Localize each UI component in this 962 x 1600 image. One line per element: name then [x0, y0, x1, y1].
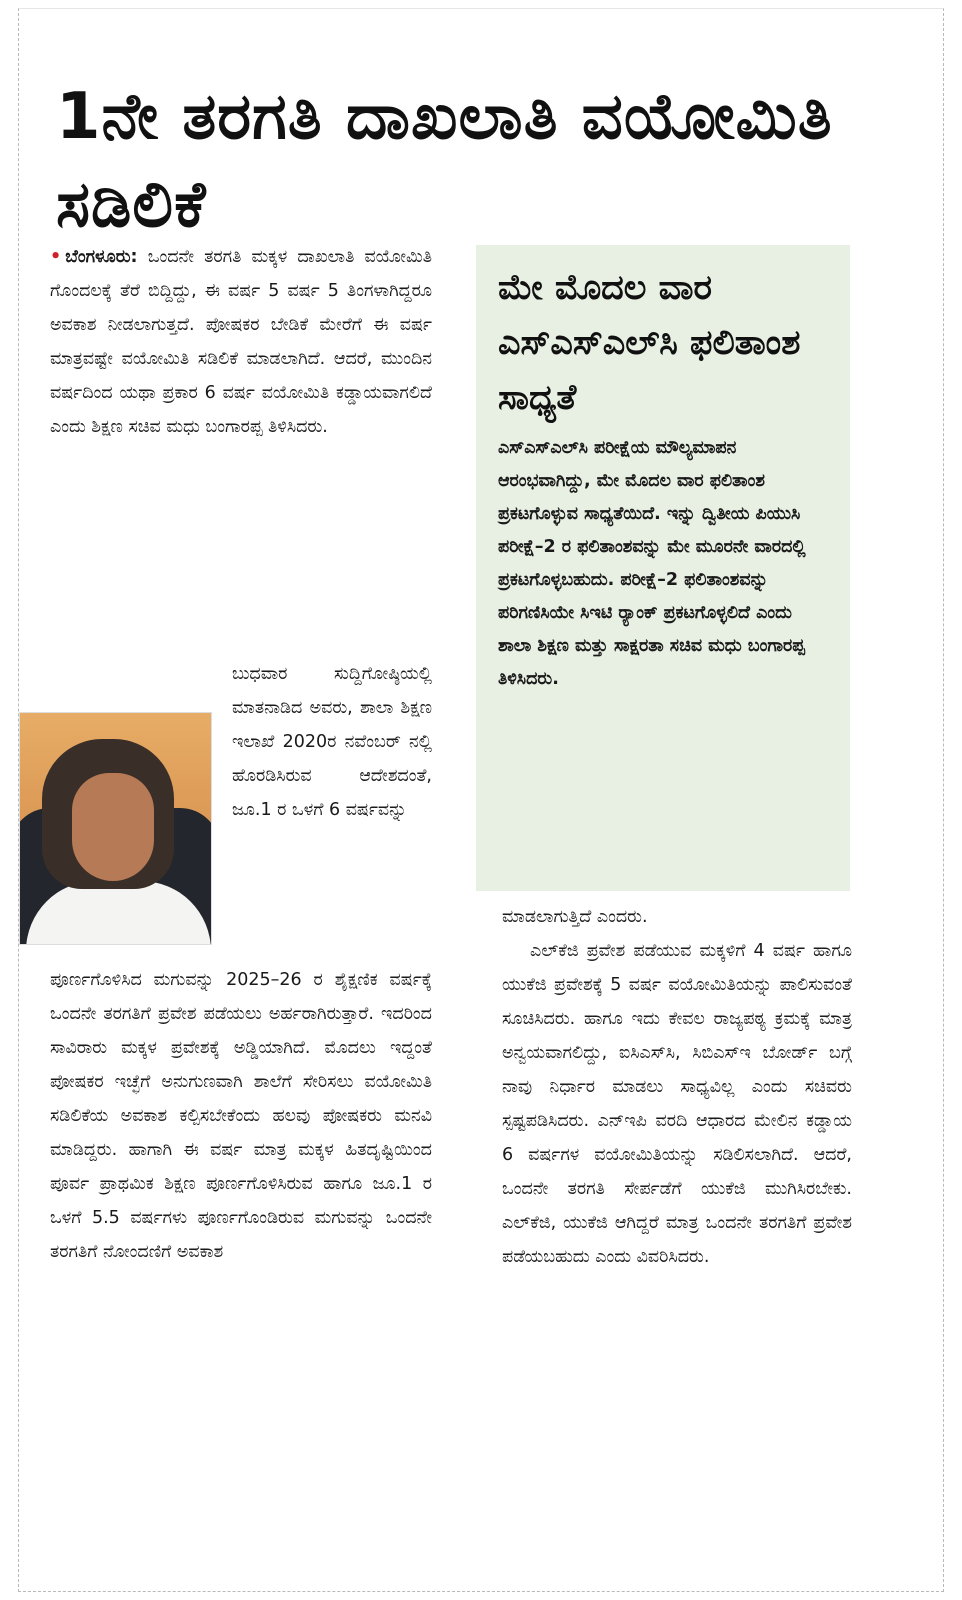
photo-face — [72, 773, 154, 881]
article-right-column — [502, 900, 852, 1274]
bullet-dot-icon: • — [50, 247, 62, 267]
article-left-bottom: ಪೂರ್ಣಗೊಳಿಸಿದ ಮಗುವನ್ನು 2025–26 ರ ಶೈಕ್ಷಣಿಕ ವರ್ಷಕ್ಕೆ ಒಂದನೇ ತರಗತಿಗೆ ಪ್ರವೇಶ ಪಡೆಯಲು ಅರ್ಹರಾಗಿರುತ್ತಾರೆ. ಇದರಿಂದ ಸಾವಿರಾರು ಮಕ್ಕಳ ಪ್ರವೇಶಕ್ಕೆ ಅಡ್ಡಿಯಾಗಿದೆ. ಮೊದಲು ಇದ್ದಂತೆ ಪೋಷಕರ ಇಚ್ಛೆಗೆ ಅನುಗುಣವಾಗಿ ಶಾಲೆಗೆ ಸೇರಿಸಲು ವಯೋಮಿತಿ ಸಡಿಲಿಕೆಯ ಅವಕಾಶ ಕಲ್ಪಿಸಬೇಕೆಂದು ಹಲವು ಪೋಷಕರು ಮನವಿ ಮಾಡಿದ್ದರು. ಹಾಗಾಗಿ ಈ ವರ್ಷ ಮಾತ್ರ ಮಕ್ಕಳ ಹಿತದೃಷ್ಟಿಯಿಂದ ಪೂರ್ವ ಪ್ರಾಥಮಿಕ ಶಿಕ್ಷಣ ಪೂರ್ಣಗೊಳಿಸಿರುವ ಹಾಗೂ ಜೂ.1 ರ ಒಳಗೆ 5.5 ವರ್ಷಗಳು ಪೂರ್ಣಗೊಂಡಿರುವ ಮಗುವನ್ನು ಒಂದನೇ ತರಗತಿಗೆ ನೋಂದಣಿಗೆ ಅವಕಾಶ — [50, 970, 432, 1262]
article-lead-column — [50, 240, 432, 444]
dateline: ಬೆಂಗಳೂರು: — [65, 247, 138, 267]
right-col-para-2: ಎಲ್‌ಕೆಜಿ ಪ್ರವೇಶ ಪಡೆಯುವ ಮಕ್ಕಳಿಗೆ 4 ವರ್ಷ ಹಾಗೂ ಯುಕೆಜಿ ಪ್ರವೇಶಕ್ಕೆ 5 ವರ್ಷ ವಯೋಮಿತಿಯನ್ನು ಪಾಲಿಸುವಂತೆ ಸೂಚಿಸಿದರು. ಹಾಗೂ ಇದು ಕೇವಲ ರಾಜ್ಯಪಠ್ಯ ಕ್ರಮಕ್ಕೆ ಮಾತ್ರ ಅನ್ವಯವಾಗಲಿದ್ದು, ಐಸಿಎಸ್‌ಸಿ, ಸಿಬಿಎಸ್‌ಇ ಬೋರ್ಡ್ ಬಗ್ಗೆ ನಾವು ನಿರ್ಧಾರ ಮಾಡಲು ಸಾಧ್ಯವಿಲ್ಲ ಎಂದು ಸಚಿವರು ಸ್ಪಷ್ಟಪಡಿಸಿದರು. ಎನ್‌ಇಪಿ ವರದಿ ಆಧಾರದ ಮೇಲಿನ ಕಡ್ಡಾಯ 6 ವರ್ಷಗಳ ವಯೋಮಿತಿಯನ್ನು ಸಡಿಲಿಸಲಾಗಿದೆ. ಆದರೆ, ಒಂದನೇ ತರಗತಿ ಸೇರ್ಪಡೆಗೆ ಯುಕೆಜಿ ಮುಗಿಸಿರಬೇಕು. ಎಲ್‌ಕೆಜಿ, ಯುಕೆಜಿ ಆಗಿದ್ದರೆ ಮಾತ್ರ ಒಂದನೇ ತರಗತಿಗೆ ಪ್ರವೇಶ ಪಡೆಯಬಹುದು ಎಂದು ವಿವರಿಸಿದರು. — [502, 941, 852, 1267]
lead-paragraph — [50, 240, 432, 444]
article-headline: 1ನೇ ತರಗತಿ ದಾಖಲಾತಿ ವಯೋಮಿತಿ ಸಡಿಲಿಕೆ — [56, 79, 833, 242]
right-col-para-1: ಮಾಡಲಾಗುತ್ತಿದೆ ಎಂದರು. — [502, 907, 648, 927]
sidebar-title: ಮೇ ಮೊದಲ ವಾರ ಎಸ್‌ಎಸ್‌ಎಲ್‌ಸಿ ಫಲಿತಾಂಶ ಸಾಧ್ಯತೆ — [498, 268, 801, 418]
photo-wrap-text: ಬುಧವಾರ ಸುದ್ದಿಗೋಷ್ಠಿಯಲ್ಲಿ ಮಾತನಾಡಿದ ಅವರು, ಶಾಲಾ ಶಿಕ್ಷಣ ಇಲಾಖೆ 2020ರ ನವೆಂಬರ್ ನಲ್ಲಿ ಹೊರಡಿಸಿರುವ ಆದೇಶದಂತೆ, ಜೂ.1 ರ ಒಳಗೆ 6 ವರ್ಷವನ್ನು — [232, 664, 432, 820]
minister-photo — [19, 712, 212, 945]
sidebar-box — [476, 245, 850, 891]
sidebar-body: ಎಸ್‌ಎಸ್‌ಎಲ್‌ಸಿ ಪರೀಕ್ಷೆಯ ಮೌಲ್ಯಮಾಪನ ಆರಂಭವಾಗಿದ್ದು, ಮೇ ಮೊದಲ ವಾರ ಫಲಿತಾಂಶ ಪ್ರಕಟಗೊಳ್ಳುವ ಸಾಧ್ಯತೆಯಿದೆ. ಇನ್ನು ದ್ವಿತೀಯ ಪಿಯುಸಿ ಪರೀಕ್ಷೆ–2 ರ ಫಲಿತಾಂಶವನ್ನು ಮೇ ಮೂರನೇ ವಾರದಲ್ಲಿ ಪ್ರಕಟಗೊಳ್ಳಬಹುದು. ಪರೀಕ್ಷೆ–2 ಫಲಿತಾಂಶವನ್ನು ಪರಿಗಣಿಸಿಯೇ ಸಿಇಟಿ ರ್‍ಯಾಂಕ್ ಪ್ರಕಟಗೊಳ್ಳಲಿದೆ ಎಂದು ಶಾಲಾ ಶಿಕ್ಷಣ ಮತ್ತು ಸಾಕ್ಷರತಾ ಸಚಿವ ಮಧು ಬಂಗಾರಪ್ಪ ತಿಳಿಸಿದರು. — [498, 438, 806, 689]
lead-text: ಒಂದನೇ ತರಗತಿ ಮಕ್ಕಳ ದಾಖಲಾತಿ ವಯೋಮಿತಿ ಗೊಂದಲಕ್ಕೆ ತೆರೆ ಬಿದ್ದಿದ್ದು, ಈ ವರ್ಷ 5 ವರ್ಷ 5 ತಿಂಗಳಾಗಿದ್ದರೂ ಅವಕಾಶ ನೀಡಲಾಗುತ್ತದೆ. ಪೋಷಕರ ಬೇಡಿಕೆ ಮೇರೆಗೆ ಈ ವರ್ಷ ಮಾತ್ರವಷ್ಟೇ ವಯೋಮಿತಿ ಸಡಿಲಿಕೆ ಮಾಡಲಾಗಿದೆ. ಆದರೆ, ಮುಂದಿನ ವರ್ಷದಿಂದ ಯಥಾ ಪ್ರಕಾರ 6 ವರ್ಷ ವಯೋಮಿತಿ ಕಡ್ಡಾಯವಾಗಲಿದೆ ಎಂದು ಶಿಕ್ಷಣ ಸಚಿವ ಮಧು ಬಂಗಾರಪ್ಪ ತಿಳಿಸಿದರು. — [50, 247, 432, 437]
